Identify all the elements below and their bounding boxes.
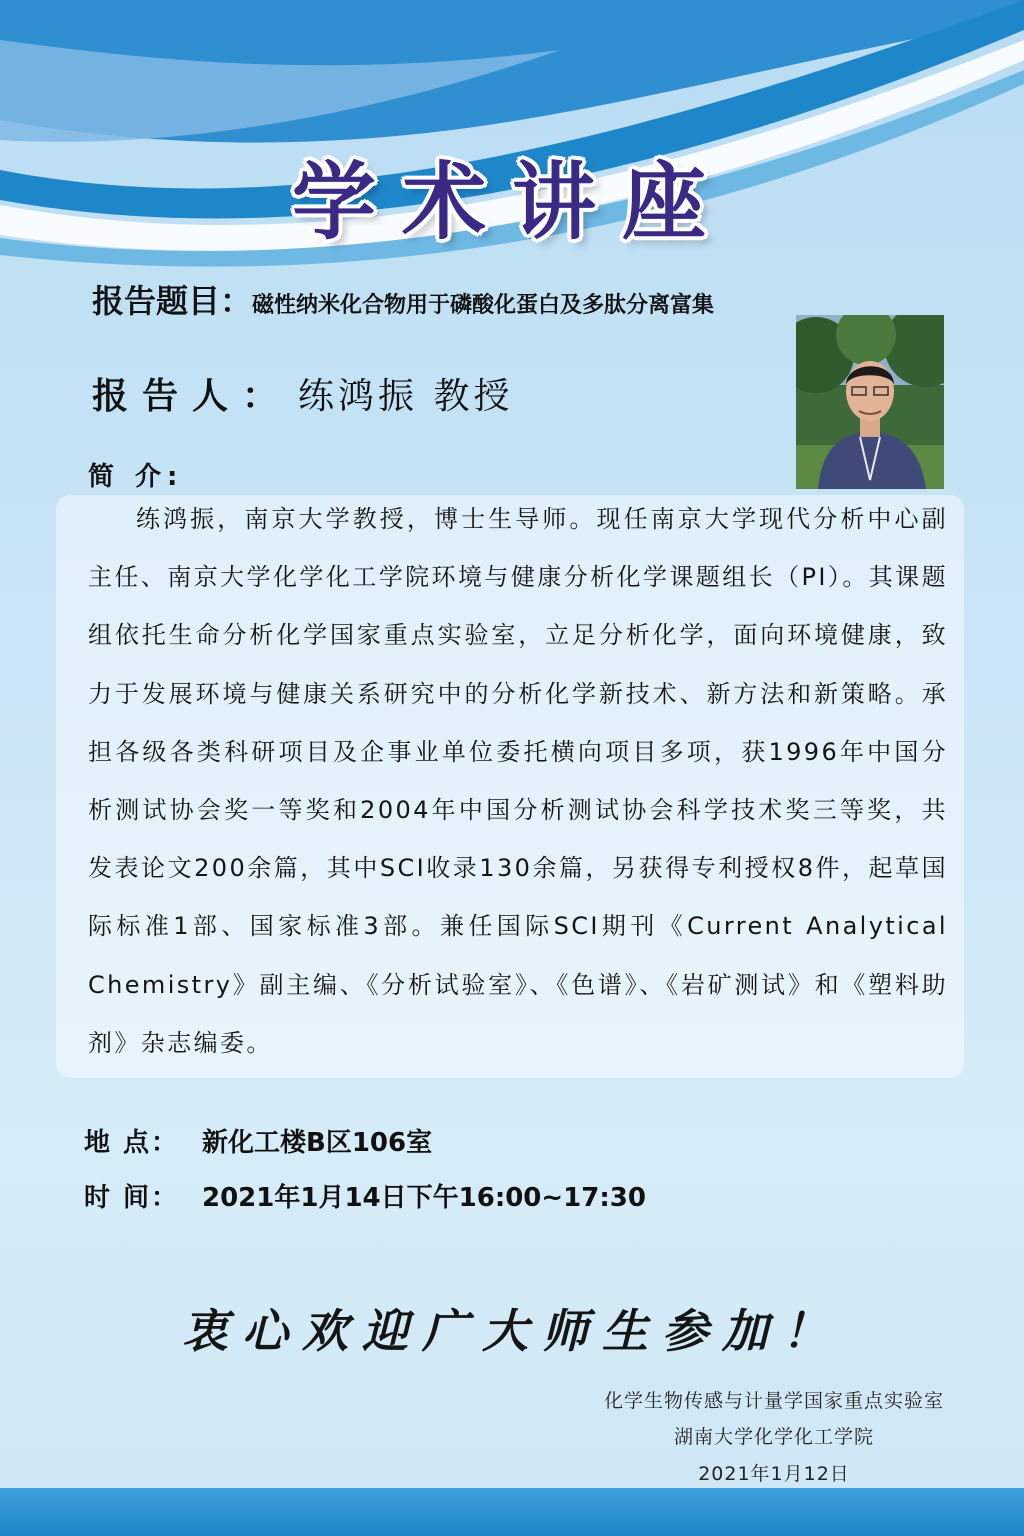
poster-title: 学术讲座 <box>291 153 732 251</box>
topic-row <box>92 276 852 322</box>
poster-date: 2021年1月12日 <box>698 1463 850 1485</box>
topic-value: 磁性纳米化合物用于磷酸化蛋白及多肽分离富集 <box>252 293 715 318</box>
time-label: 时 间： <box>84 1183 180 1213</box>
intro-label: 简 介: <box>88 462 184 492</box>
speaker-photo <box>796 315 944 489</box>
organizer-college: 湖南大学化学化工学院 <box>673 1426 874 1448</box>
organizer-lab: 化学生物传感与计量学国家重点实验室 <box>603 1390 944 1412</box>
speaker-row <box>92 368 513 419</box>
location-value: 新化工楼B区106室 <box>202 1128 433 1158</box>
bio-text: 练鸿振，南京大学教授，博士生导师。现任南京大学现代分析中心副主任、南京大学化学化工学院环境与健康分析化学课题组长（PI）。其课题组依托生命分析化学国家重点实验室，立足分析化学，面向环境健康，致力于发展环境与健康关系研究中的分析化学新技术、新方法和新策略。承担各级各类科研项目及企事业单位委托横向项目多项，获1996年中国分析测试协会奖一等奖和2004年中国分析测试协会科学技术奖三等奖，共发表论文200余篇，其中SCI收录130余篇，另获得专利授权8件，起草国际标准1部、国家标准3部。兼任国际SCI期刊《Current Analytical Chemistry》副主编、《分析试验室》、《色谱》、《岩矿测试》和《塑料助剂》杂志编委。 <box>88 505 948 1057</box>
location-row <box>84 1122 432 1159</box>
location-label: 地 点： <box>84 1128 180 1158</box>
footer-bar <box>0 1488 1024 1536</box>
time-row <box>84 1177 646 1214</box>
topic-label: 报告题目： <box>92 282 253 320</box>
welcome-message: 衷心欢迎广大师生参加！ <box>182 1304 842 1358</box>
time-value: 2021年1月14日下午16:00~17:30 <box>202 1183 646 1213</box>
speaker-name: 练鸿振 教授 <box>298 376 514 417</box>
speaker-label: 报告人： <box>92 376 293 417</box>
